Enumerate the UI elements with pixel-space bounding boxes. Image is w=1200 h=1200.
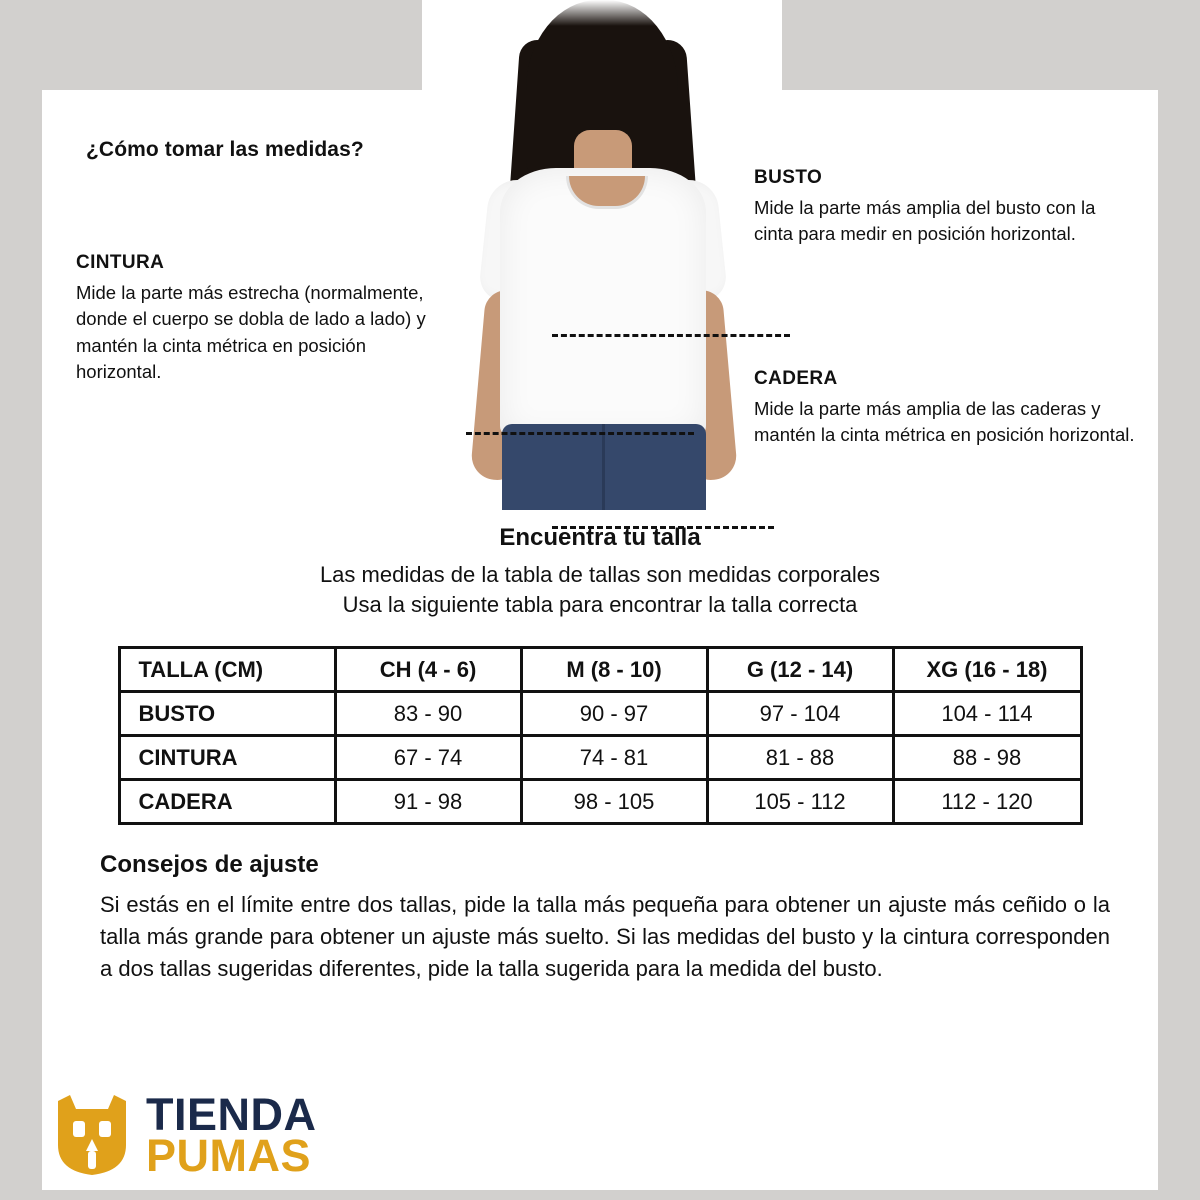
table-header-cell: XG (16 - 18) (893, 648, 1081, 692)
row-label: CINTURA (119, 736, 335, 780)
table-header-cell: M (8 - 10) (521, 648, 707, 692)
brand-name-line1: TIENDA (146, 1088, 317, 1140)
callout-cintura (76, 252, 428, 385)
table-cell: 104 - 114 (893, 692, 1081, 736)
callout-cadera-title: CADERA (754, 368, 838, 389)
size-table (118, 646, 1083, 825)
find-size-title: Encuentra tu talla (499, 524, 701, 551)
row-label: CADERA (119, 780, 335, 824)
table-header-cell: TALLA (CM) (119, 648, 335, 692)
find-size-line2: Usa la siguiente tabla para encontrar la talla correcta (342, 592, 858, 617)
table-cell: 97 - 104 (707, 692, 893, 736)
table-header-row (119, 648, 1081, 692)
row-label: BUSTO (119, 692, 335, 736)
fit-tips-title: Consejos de ajuste (100, 851, 319, 878)
table-row (119, 736, 1081, 780)
table-row (119, 692, 1081, 736)
callout-busto-title: BUSTO (754, 167, 823, 188)
fit-tips-body: Si estás en el límite entre dos tallas, pide la talla más pequeña para obtener un ajuste más ceñido o la talla más grande para obtener un ajuste más suelto. Si las medidas del busto y la cintura corresponden a dos tallas sugeridas diferentes, pide la talla sugerida para la medida del busto. (100, 892, 1110, 982)
table-cell: 98 - 105 (521, 780, 707, 824)
table-cell: 105 - 112 (707, 780, 893, 824)
puma-head-icon (46, 1093, 138, 1177)
measure-illustration-area (42, 90, 1158, 510)
bust-measure-line (552, 334, 790, 337)
table-cell: 112 - 120 (893, 780, 1081, 824)
table-row (119, 780, 1081, 824)
waist-measure-line (466, 432, 694, 435)
find-size-line1: Las medidas de la tabla de tallas son medidas corporales (319, 562, 881, 587)
table-cell: 88 - 98 (893, 736, 1081, 780)
callout-cintura-title: CINTURA (76, 252, 165, 273)
table-cell: 81 - 88 (707, 736, 893, 780)
callout-busto-body: Mide la parte más amplia del busto con la cinta para medir en posición horizontal. (754, 197, 1096, 245)
table-cell: 83 - 90 (335, 692, 521, 736)
page-title: ¿Cómo tomar las medidas? (86, 138, 364, 161)
callout-busto (754, 167, 1132, 248)
size-guide-card (42, 90, 1158, 1080)
photo-top-fade (422, 0, 782, 26)
table-cell: 67 - 74 (335, 736, 521, 780)
footer-brand (42, 1080, 1158, 1190)
table-cell: 74 - 81 (521, 736, 707, 780)
callout-cadera (754, 368, 1146, 449)
hip-measure-line (552, 526, 774, 529)
callout-cintura-body: Mide la parte más estrecha (normalmente, donde el cuerpo se dobla de lado a lado) y mantén la cinta métrica en posición horizontal. (76, 282, 426, 382)
table-header-cell: CH (4 - 6) (335, 648, 521, 692)
fit-tips (100, 851, 1110, 985)
brand-name-line2: PUMAS (146, 1130, 312, 1181)
table-cell: 91 - 98 (335, 780, 521, 824)
table-cell: 90 - 97 (521, 692, 707, 736)
jeans-seam (602, 424, 605, 510)
brand-wordmark (146, 1088, 317, 1181)
table-header-cell: G (12 - 14) (707, 648, 893, 692)
callout-cadera-body: Mide la parte más amplia de las caderas y mantén la cinta métrica en posición horizontal. (754, 398, 1135, 446)
